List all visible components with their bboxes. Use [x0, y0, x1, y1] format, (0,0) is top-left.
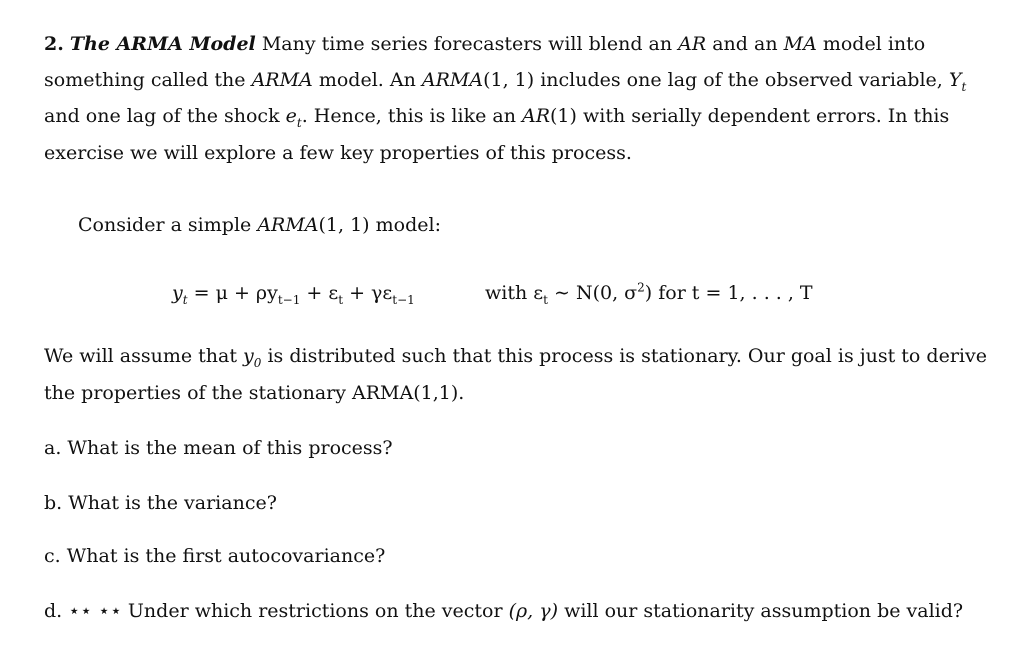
math-ar: AR	[521, 105, 551, 127]
intro-text: . Hence, this is like an	[301, 105, 516, 127]
intro-text: Many time series forecasters will blend an	[261, 33, 673, 55]
equation-lhs: $y_t = \mu + \rho y_{t-1} + \varepsilon_t + \gamma\varepsilon_{t-1}$	[172, 282, 415, 307]
problem-title: The ARMA Model	[69, 33, 256, 55]
equation-condition: with $\varepsilon_t$ ∼ N(0, $\sigma^2$) for t = 1, . . . , T	[485, 280, 813, 307]
assume-text: We will assume that	[44, 345, 237, 367]
question-b	[44, 490, 277, 516]
problem-number: 2.	[44, 33, 64, 55]
assume-line-2	[44, 380, 464, 406]
intro-text: with serially dependent errors. In this	[582, 105, 950, 127]
math-y: $Y_t$	[948, 69, 967, 94]
intro-line-4	[44, 140, 632, 166]
question-text: What is the first autocovariance?	[66, 545, 386, 567]
question-label: b.	[44, 492, 63, 514]
math-e: $e_t$	[285, 105, 302, 130]
math-vector: (ρ, γ)	[508, 600, 559, 622]
assume-text: is distributed such that this process is stationary. Our goal is just to derive	[267, 345, 987, 367]
consider-text: model:	[375, 214, 441, 236]
intro-text: includes one lag of the observed variable,	[540, 69, 943, 91]
intro-text: model. An	[318, 69, 416, 91]
math-arma: ARMA	[251, 69, 313, 91]
question-text: will our stationarity assumption be valid?	[564, 600, 964, 622]
math-y0: $y_0$	[243, 345, 262, 370]
difficulty-stars-icon: ⋆⋆ ⋆⋆	[68, 600, 122, 622]
math-arma: ARMA	[257, 214, 319, 236]
math-args: (1, 1)	[483, 69, 535, 91]
question-d	[44, 598, 963, 624]
assume-line-1	[44, 343, 987, 369]
math-ar: AR	[678, 33, 707, 55]
intro-text: and an	[712, 33, 778, 55]
intro-line-2	[44, 67, 966, 93]
question-text: Under which restrictions on the vector	[127, 600, 503, 622]
question-a	[44, 435, 393, 461]
consider-text: Consider a simple	[78, 214, 252, 236]
question-c	[44, 543, 385, 569]
assume-text: the properties of the stationary ARMA(1,1).	[44, 382, 465, 404]
intro-line-1	[44, 31, 925, 57]
question-label: a.	[44, 437, 62, 459]
math-args: (1)	[550, 105, 577, 127]
intro-text: exercise we will explore a few key properties of this process.	[44, 142, 632, 164]
math-args: (1, 1)	[318, 214, 370, 236]
intro-text: and one lag of the shock	[44, 105, 280, 127]
intro-text: model into	[822, 33, 926, 55]
question-label: d.	[44, 600, 63, 622]
math-ma: MA	[783, 33, 817, 55]
math-arma: ARMA	[421, 69, 484, 91]
intro-line-3	[44, 103, 949, 129]
question-text: What is the mean of this process?	[67, 437, 393, 459]
question-text: What is the variance?	[68, 492, 277, 514]
question-label: c.	[44, 545, 61, 567]
consider-line	[78, 212, 441, 238]
intro-text: something called the	[44, 69, 246, 91]
